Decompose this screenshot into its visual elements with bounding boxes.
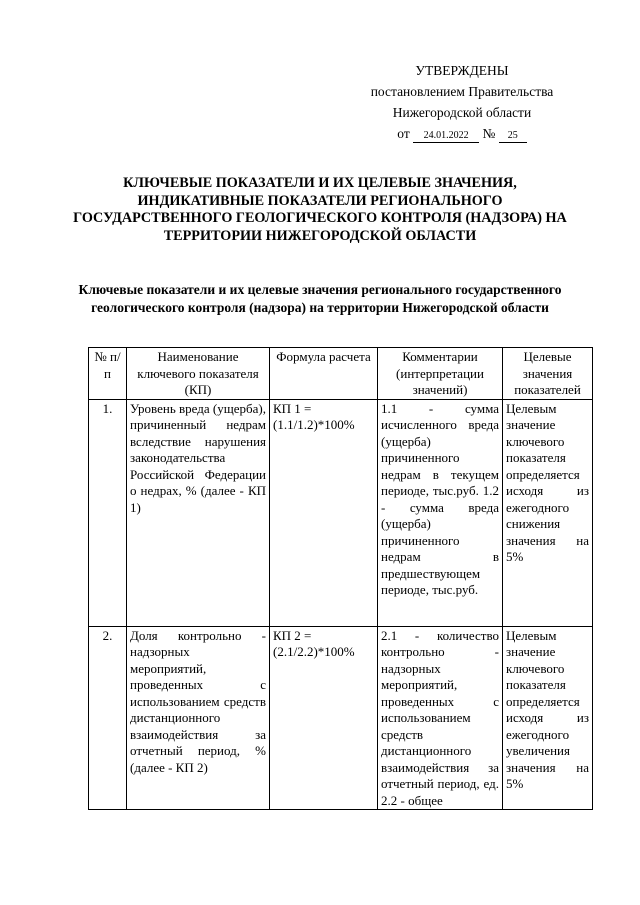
table-row — [89, 626, 593, 810]
indicator-target: Целевым значение ключевого показателя определяется исходя из ежегодного увеличения значения на 5% — [503, 626, 593, 810]
approval-date: 24.01.2022 — [413, 130, 479, 143]
indicator-formula: КП 2 = (2.1/2.2)*100% — [270, 626, 378, 810]
header-number: № п/п — [89, 348, 127, 400]
indicator-target: Целевым значение ключевого показателя определяется исходя из ежегодного снижения значения на 5% — [503, 399, 593, 626]
approval-date-line — [352, 123, 572, 144]
section-subtitle: Ключевые показатели и их целевые значения регионального государственного геологического контроля (надзора) на территории Нижегородской области — [78, 282, 562, 315]
approval-heading: УТВЕРЖДЕНЫ — [415, 63, 509, 78]
header-indicator-name: Наименование ключевого показателя (КП) — [127, 348, 270, 400]
approval-region: Нижегородской области — [392, 105, 532, 120]
approval-number: 25 — [499, 130, 527, 143]
header-target-values: Целевые значения показателей — [503, 348, 593, 400]
indicator-comment: 1.1 - сумма исчисленного вреда (ущерба) причиненного недрам в текущем периоде, тыс.руб. 1.2 - сумма вреда (ущерба) причиненного недрам в предшествующем периоде, тыс.руб. — [378, 399, 503, 626]
approval-resolution: постановлением Правительства — [370, 84, 554, 99]
table-header-row — [89, 348, 593, 400]
indicator-comment: 2.1 - количество контрольно - надзорных мероприятий, проведенных с использованием средств дистанционного взаимодействия за отчетный период, ед. 2.2 - общее — [378, 626, 503, 810]
approval-from-label: от — [397, 126, 410, 141]
indicators-table — [88, 347, 593, 810]
table-row — [89, 399, 593, 626]
row-number: 1. — [89, 399, 127, 626]
approval-number-sign: № — [482, 126, 496, 141]
header-formula: Формула расчета — [270, 348, 378, 400]
indicator-name: Уровень вреда (ущерба), причиненный недрам вследствие нарушения законодательства Российской Федерации о недрах, % (далее - КП 1) — [127, 399, 270, 626]
indicator-formula: КП 1 = (1.1/1.2)*100% — [270, 399, 378, 626]
approval-block — [352, 60, 572, 144]
indicator-name: Доля контрольно - надзорных мероприятий, проведенных с использованием средств дистанционного взаимодействия за отчетный период, % (далее - КП 2) — [127, 626, 270, 810]
row-number: 2. — [89, 626, 127, 810]
header-comments: Комментарии (интерпретации значений) — [378, 348, 503, 400]
document-title: КЛЮЧЕВЫЕ ПОКАЗАТЕЛИ И ИХ ЦЕЛЕВЫЕ ЗНАЧЕНИЯ, ИНДИКАТИВНЫЕ ПОКАЗАТЕЛИ РЕГИОНАЛЬНОГО ГОСУДАРСТВЕННОГО ГЕОЛОГИЧЕСКОГО КОНТРОЛЯ (НАДЗОРА) НА ТЕРРИТОРИИ НИЖЕГОРОДСКОЙ ОБЛАСТИ — [73, 175, 567, 244]
